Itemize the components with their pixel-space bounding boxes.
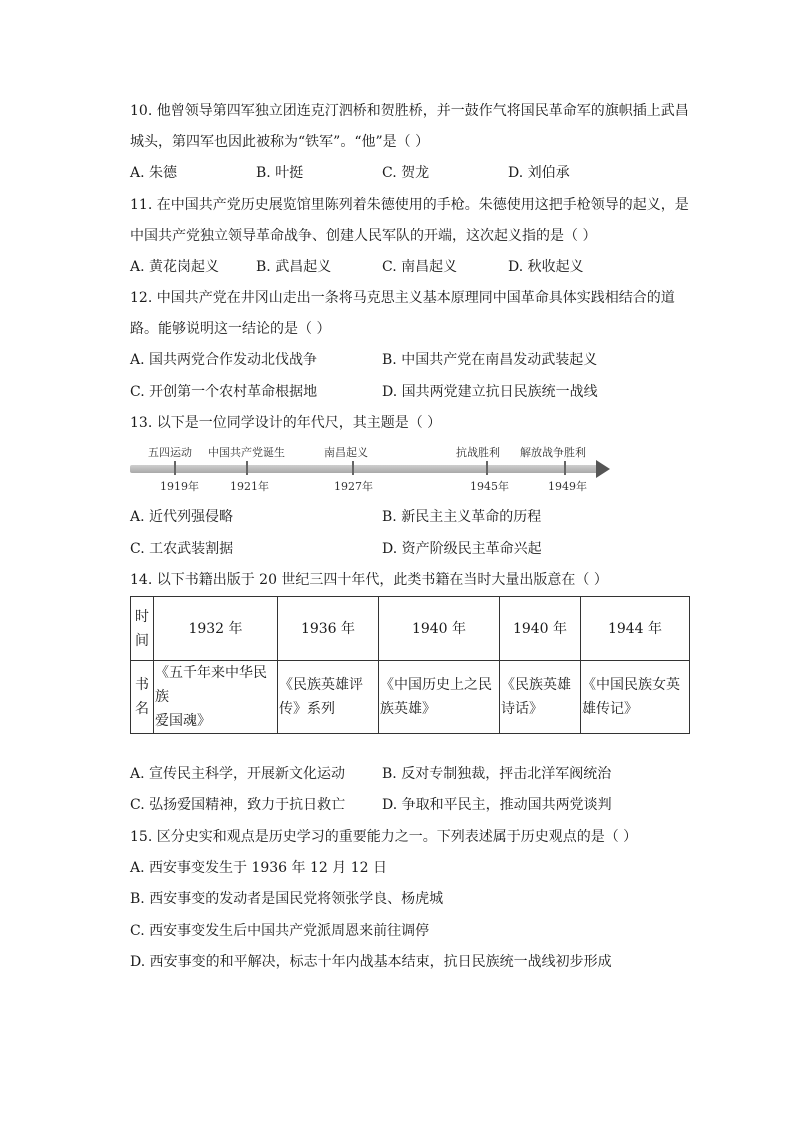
q14-option-c: C. 弘扬爱国精神，致力于抗日救亡 — [130, 797, 346, 813]
q10-option-b: B. 叶挺 — [256, 165, 304, 181]
q14-option-a: A. 宣传民主科学，开展新文化运动 — [130, 766, 346, 782]
book-cell — [581, 661, 690, 734]
q11-option-d: D. 秋收起义 — [508, 259, 584, 275]
book-title-line: 族英雄》 — [380, 701, 436, 717]
row-header-title — [131, 661, 154, 734]
timeline-arrowhead — [596, 460, 610, 478]
q11-option-b: B. 武昌起义 — [256, 259, 332, 275]
q12-option-c: C. 开创第一个农村革命根据地 — [130, 384, 318, 400]
timeline-event: 五四运动 — [148, 446, 192, 459]
q12-option-b: B. 中国共产党在南昌发动武装起义 — [382, 352, 598, 368]
timeline-tick — [174, 461, 176, 475]
q10-stem-line1: 10. 他曾领导第四军独立团连克汀泗桥和贺胜桥，并一鼓作气将国民革命军的旗帜插上武昌 — [130, 103, 689, 119]
q13-option-b: B. 新民主主义革命的历程 — [382, 509, 542, 525]
timeline-event: 南昌起义 — [324, 446, 368, 459]
year-cell: 1940 年 — [379, 597, 500, 661]
q12-stem-line1: 12. 中国共产党在井冈山走出一条将马克思主义基本原理同中国革命具体实践相结合的道 — [130, 290, 675, 306]
table-row — [131, 661, 690, 734]
timeline-bar — [130, 465, 598, 473]
q12-option-d: D. 国共两党建立抗日民族统一战线 — [382, 384, 598, 400]
book-title-line: 诗话》 — [501, 701, 543, 717]
timeline-tick — [564, 461, 566, 475]
q10-option-d: D. 刘伯承 — [508, 165, 570, 181]
timeline-year: 1945年 — [470, 480, 509, 493]
book-title-line: 传》系列 — [279, 701, 335, 717]
book-cell — [278, 661, 379, 734]
timeline-year: 1949年 — [548, 480, 587, 493]
q10-option-a: A. 朱德 — [130, 165, 178, 181]
table-row — [131, 597, 690, 661]
year-cell: 1940 年 — [500, 597, 581, 661]
q13-option-d: D. 资产阶级民主革命兴起 — [382, 541, 542, 557]
q14-stem: 14. 以下书籍出版于 20 世纪三四十年代，此类书籍在当时大量出版意在（ ） — [130, 572, 608, 588]
q13-option-a: A. 近代列强侵略 — [130, 509, 234, 525]
timeline-year: 1927年 — [334, 480, 373, 493]
book-title-line: 《民族英雄评 — [279, 677, 363, 693]
q14-option-d: D. 争取和平民主，推动国共两党谈判 — [382, 797, 612, 813]
book-title-line: 雄传记》 — [582, 701, 638, 717]
q13-option-c: C. 工农武装割据 — [130, 541, 234, 557]
year-cell: 1932 年 — [154, 597, 278, 661]
q10-stem-line2: 城头，第四军也因此被称为“铁军”。“他”是（ ） — [130, 134, 430, 150]
timeline-tick — [486, 461, 488, 475]
q11-option-c: C. 南昌起义 — [382, 259, 458, 275]
book-cell — [500, 661, 581, 734]
book-title-line: 《中国民族女英 — [582, 677, 680, 693]
book-cell — [154, 661, 278, 734]
book-title-line: 《中国历史上之民 — [380, 677, 492, 693]
timeline-year: 1921年 — [230, 480, 269, 493]
q15-stem: 15. 区分史实和观点是历史学习的重要能力之一。下列表述属于历史观点的是（ ） — [130, 829, 638, 845]
book-title-line: 《五千年来中华民族 — [155, 665, 267, 705]
timeline-event: 解放战争胜利 — [520, 446, 586, 459]
row-header-time — [131, 597, 154, 661]
timeline-event: 中国共产党诞生 — [208, 446, 285, 459]
header-char: 名 — [135, 701, 149, 717]
book-title-line: 爱国魂》 — [155, 713, 211, 729]
year-cell: 1936 年 — [278, 597, 379, 661]
header-char: 时 — [135, 608, 149, 625]
book-title-line: 《民族英雄 — [501, 677, 571, 693]
timeline-tick — [352, 461, 354, 475]
q12-option-a: A. 国共两党合作发动北伐战争 — [130, 352, 318, 368]
q15-option-d: D. 西安事变的和平解决，标志十年内战基本结束，抗日民族统一战线初步形成 — [130, 954, 612, 970]
q15-option-a: A. 西安事变发生于 1936 年 12 月 12 日 — [130, 860, 387, 876]
books-table — [130, 596, 690, 734]
q11-option-a: A. 黄花岗起义 — [130, 259, 220, 275]
q10-option-c: C. 贺龙 — [382, 165, 430, 181]
q14-option-b: B. 反对专制独裁，抨击北洋军阀统治 — [382, 766, 612, 782]
book-cell — [379, 661, 500, 734]
timeline-figure — [130, 440, 610, 500]
q15-option-c: C. 西安事变发生后中国共产党派周恩来前往调停 — [130, 923, 430, 939]
header-char: 间 — [135, 632, 149, 649]
year-cell: 1944 年 — [581, 597, 690, 661]
timeline-year: 1919年 — [160, 480, 199, 493]
timeline-event: 抗战胜利 — [456, 446, 500, 459]
q13-stem: 13. 以下是一位同学设计的年代尺，其主题是（ ） — [130, 415, 442, 431]
header-char: 书 — [135, 677, 149, 693]
q12-stem-line2: 路。能够说明这一结论的是（ ） — [130, 321, 331, 337]
q11-stem-line1: 11. 在中国共产党历史展览馆里陈列着朱德使用的手枪。朱德使用这把手枪领导的起义，是 — [130, 197, 689, 213]
q11-stem-line2: 中国共产党独立领导革命战争、创建人民军队的开端，这次起义指的是（ ） — [130, 228, 597, 244]
q15-option-b: B. 西安事变的发动者是国民党将领张学良、杨虎城 — [130, 891, 444, 907]
timeline-tick — [246, 461, 248, 475]
